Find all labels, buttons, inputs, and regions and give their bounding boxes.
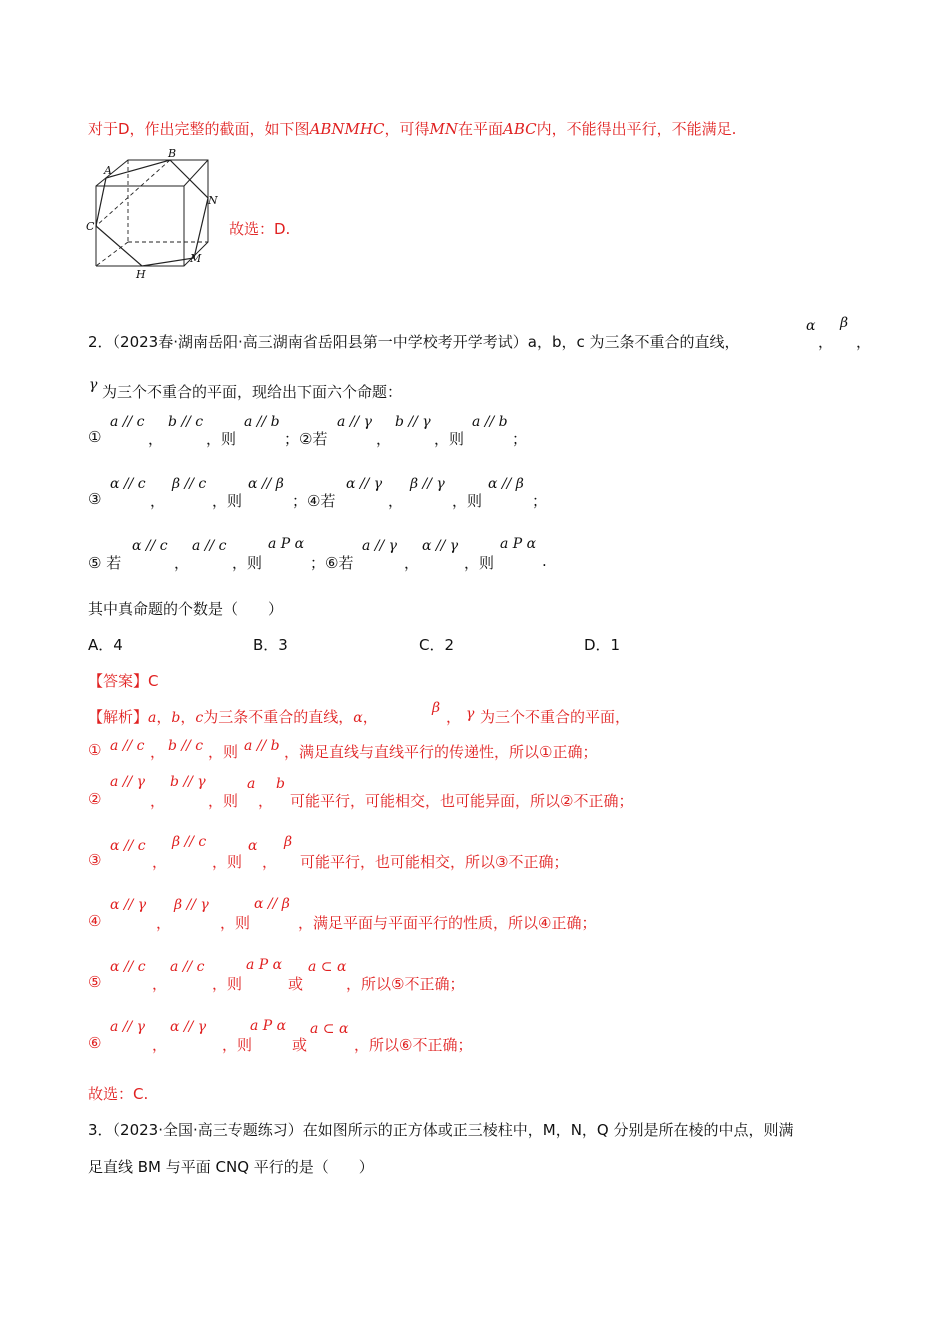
intro-text: 为三条不重合的直线， [203, 708, 354, 726]
formula-4c: α // β [488, 476, 524, 492]
vertex-h-label: H [136, 268, 146, 281]
step1-t1: ， [150, 743, 166, 761]
step3-text: 可能平行，也可能相交，所以③不正确； [300, 853, 569, 871]
var-a: a [148, 710, 157, 726]
d-text-mid2: 在平面 [457, 120, 503, 138]
q2-comma2: ， [856, 333, 872, 351]
step1-f1: a // c [110, 738, 145, 754]
step1-f3: a // b [244, 738, 280, 754]
q2-alpha: α [806, 318, 816, 334]
step6-t1: ， [152, 1036, 168, 1054]
step5-num: ⑤ [88, 973, 102, 991]
step2-t3: ， [258, 792, 274, 810]
step6-num: ⑥ [88, 1034, 102, 1052]
step4-f1: α // γ [110, 897, 147, 913]
d-text-mid1: ，可得 [384, 120, 430, 138]
step2-text: 可能平行，可能相交，也可能异面，所以②不正确； [290, 792, 634, 810]
var-alpha: α [353, 710, 363, 726]
step6-t3: 或 [292, 1036, 308, 1054]
sep-5b: ，则 [232, 554, 263, 572]
step4-num: ④ [88, 912, 102, 930]
formula-1c: a // b [244, 414, 280, 430]
sep-6b: ，则 [464, 554, 495, 572]
q2-gamma: γ [89, 377, 98, 393]
formula-1b: b // c [168, 414, 204, 430]
step5-f2: a // c [170, 959, 205, 975]
step3-t3: ， [262, 853, 278, 871]
circle-5: ⑤ 若 [88, 554, 122, 572]
step2-f4: b [276, 776, 285, 792]
step6-f1: a // γ [110, 1019, 146, 1035]
step1-t2: ，则 [208, 743, 239, 761]
formula-1a: a // c [110, 414, 145, 430]
sep-2a: ， [376, 430, 392, 448]
formula-5a: α // c [132, 538, 168, 554]
sep-2b: ，则 [434, 430, 465, 448]
vertex-m-label: M [190, 252, 202, 265]
sep-ab: ， [156, 708, 172, 726]
step5-f3: a P α [246, 957, 283, 973]
q2-line2: 为三个不重合的平面，现给出下面六个命题： [102, 383, 403, 401]
q2-comma1: ， [818, 333, 834, 351]
step5-text: ，所以⑤不正确； [346, 975, 465, 993]
q2-ask: 其中真命题的个数是（ ） [88, 600, 284, 618]
formula-3c: α // β [248, 476, 284, 492]
step3-f2: β // c [172, 834, 207, 850]
step6-f2: α // γ [170, 1019, 207, 1035]
step2-f3: a [247, 776, 256, 792]
option-a: A．4 [88, 636, 123, 654]
formula-6c: a P α [500, 536, 537, 552]
section-label: ABNMHC [309, 120, 385, 138]
step2-t2: ，则 [208, 792, 239, 810]
var-beta: β [432, 700, 441, 716]
formula-5c: a P α [268, 536, 305, 552]
sep-6c: . [542, 552, 547, 570]
final-choice: 故选：C. [88, 1085, 149, 1103]
step2-num: ② [88, 790, 102, 808]
vertex-a-label: A [104, 164, 112, 177]
step1-f2: b // c [168, 738, 204, 754]
vertex-n-label: N [208, 194, 218, 207]
sep-3b: ，则 [212, 492, 243, 510]
sep-1c: ；②若 [284, 430, 328, 448]
step6-t2: ，则 [222, 1036, 253, 1054]
sep-alpha: ， [362, 708, 378, 726]
formula-2a: a // γ [337, 414, 373, 430]
sep-1b: ，则 [206, 430, 237, 448]
step3-f4: β [284, 834, 293, 850]
step5-f4: a ⊂ α [308, 959, 347, 975]
formula-3a: α // c [110, 476, 146, 492]
intro2-text: 为三个不重合的平面， [480, 708, 631, 726]
q3-line1: 3．（2023·全国·高三专题练习）在如图所示的正方体或正三棱柱中，M，N，Q 分别是所在棱的中点，则满 [88, 1121, 794, 1139]
formula-2c: a // b [472, 414, 508, 430]
q3-line2: 足直线 BM 与平面 CNQ 平行的是（ ） [88, 1158, 374, 1176]
step3-t1: ， [152, 853, 168, 871]
cube-hidden-depth [96, 242, 128, 266]
step3-f3: α [248, 838, 258, 854]
line-mn-label: MN [429, 120, 458, 138]
sep-bc: ， [180, 708, 196, 726]
step3-num: ③ [88, 851, 102, 869]
step4-f2: β // γ [174, 897, 209, 913]
formula-6a: a // γ [362, 538, 398, 554]
plane-abc-label: ABC [502, 120, 537, 138]
step5-t2: ，则 [212, 975, 243, 993]
sep-2c: ； [512, 430, 528, 448]
step2-f1: a // γ [110, 774, 146, 790]
step1-text: ，满足直线与直线平行的传递性，所以①正确； [284, 743, 598, 761]
sep-4a: ， [388, 492, 404, 510]
step4-f3: α // β [254, 896, 290, 912]
sep-beta: ， [446, 708, 462, 726]
sep-3a: ， [150, 492, 166, 510]
formula-3b: β // c [172, 476, 207, 492]
analysis-label: 【解析】 [88, 708, 149, 726]
step1-num: ① [88, 741, 102, 759]
step6-f3: a P α [250, 1018, 287, 1034]
step5-t1: ， [152, 975, 168, 993]
step5-f1: α // c [110, 959, 146, 975]
sep-1a: ， [148, 430, 164, 448]
circle-1: ① [88, 428, 102, 446]
step3-f1: α // c [110, 838, 146, 854]
step6-f4: a ⊂ α [310, 1021, 349, 1037]
var-gamma: γ [466, 706, 475, 722]
sep-5c: ；⑥若 [310, 554, 354, 572]
vertex-b-label: B [168, 147, 177, 160]
step4-t2: ，则 [220, 914, 251, 932]
formula-6b: α // γ [422, 538, 459, 554]
var-b: b [171, 710, 181, 726]
step2-f2: b // γ [170, 774, 206, 790]
var-c: c [195, 710, 204, 726]
step5-t3: 或 [288, 975, 304, 993]
step6-text: ，所以⑥不正确； [354, 1036, 473, 1054]
d-text-prefix: 对于D，作出完整的截面，如下图 [88, 120, 310, 138]
choice-d: 故选：D. [229, 220, 291, 238]
step4-t1: ， [156, 914, 172, 932]
answer-label: 【答案】C [88, 672, 159, 690]
formula-5b: a // c [192, 538, 227, 554]
formula-2b: b // γ [395, 414, 431, 430]
formula-4a: α // γ [346, 476, 383, 492]
d-text-suffix: 内，不能得出平行，不能满足. [536, 120, 737, 138]
q2-beta: β [840, 315, 849, 331]
step2-t1: ， [150, 792, 166, 810]
sep-6a: ， [404, 554, 420, 572]
q2-head: 2．（2023春·湖南岳阳·高三湖南省岳阳县第一中学校考开学考试）a，b，c 为三条不重合的直线， [88, 333, 740, 351]
step3-t2: ，则 [212, 853, 243, 871]
vertex-c-label: C [86, 220, 95, 233]
cube-section-figure [84, 146, 218, 282]
d-explanation-line [88, 118, 736, 139]
option-c: C．2 [419, 636, 455, 654]
option-d: D．1 [584, 636, 621, 654]
cube-top-right-edge [184, 160, 208, 186]
circle-3: ③ [88, 490, 102, 508]
formula-4b: β // γ [410, 476, 445, 492]
sep-4b: ，则 [452, 492, 483, 510]
sep-4c: ； [532, 492, 548, 510]
step4-text: ，满足平面与平面平行的性质，所以④正确； [298, 914, 597, 932]
sep-5a: ， [174, 554, 190, 572]
option-b: B．3 [253, 636, 288, 654]
sep-3c: ；④若 [292, 492, 336, 510]
analysis-intro [88, 706, 378, 727]
